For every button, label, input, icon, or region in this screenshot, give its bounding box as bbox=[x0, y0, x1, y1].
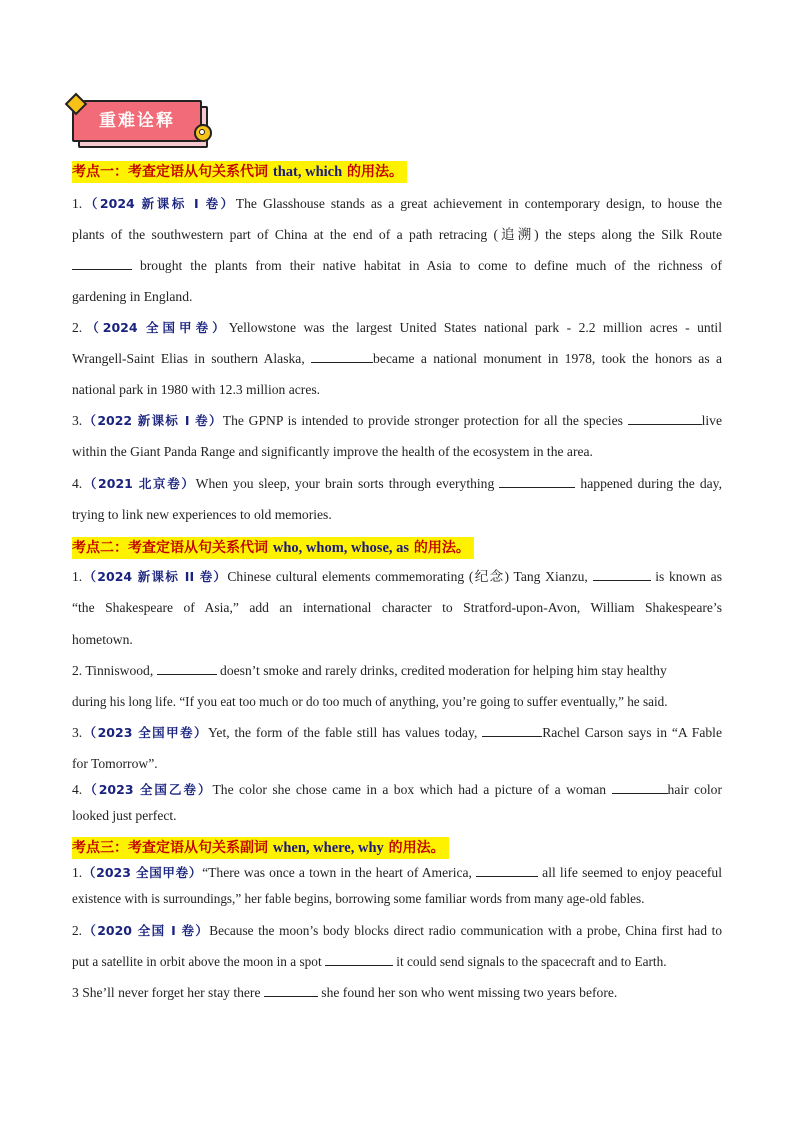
text-span: gardening in England. bbox=[72, 289, 193, 304]
section-title-en: who, whom, whose, as bbox=[272, 540, 410, 556]
text-span: The color she chose came in a box which had a picture of a woman bbox=[212, 782, 612, 797]
source-label: （2023 全国甲卷） bbox=[82, 865, 203, 880]
text-span: hometown. bbox=[72, 632, 133, 647]
answer-blank[interactable] bbox=[157, 661, 217, 675]
question-line bbox=[72, 287, 722, 307]
question-line bbox=[72, 863, 722, 883]
question-line bbox=[72, 661, 692, 681]
source-label: （2024 新课标 II 卷） bbox=[82, 569, 228, 584]
section-title-1 bbox=[72, 161, 407, 183]
section-badge bbox=[68, 96, 216, 152]
question-line bbox=[72, 411, 722, 431]
text-span: The Glasshouse stands as a great achievement in contemporary design, to house the bbox=[235, 196, 722, 211]
answer-blank[interactable] bbox=[264, 983, 318, 997]
section-title-en: when, where, why bbox=[272, 840, 384, 856]
source-label: （2020 全国 I 卷） bbox=[81, 923, 210, 938]
question-line bbox=[72, 692, 722, 712]
question-line bbox=[72, 921, 722, 941]
text-span: Wrangell-Saint Elias in southern Alaska, bbox=[72, 351, 312, 366]
text-span: existence with is surroundings,” her fable begins, borrowing some familiar words from many age-old fables. bbox=[72, 891, 645, 906]
answer-blank[interactable] bbox=[593, 567, 651, 581]
question-line bbox=[72, 256, 722, 276]
question-line bbox=[72, 505, 722, 525]
question-line bbox=[72, 630, 722, 650]
answer-blank[interactable] bbox=[72, 256, 132, 270]
answer-blank[interactable] bbox=[628, 411, 702, 425]
text-span: for Tomorrow”. bbox=[72, 756, 158, 771]
question-line bbox=[72, 194, 722, 214]
question-line bbox=[72, 723, 722, 743]
text-span: became a national monument in 1978, took the honors as a bbox=[373, 351, 722, 366]
section-title-3 bbox=[72, 837, 449, 859]
source-label: （2021 北京卷） bbox=[82, 476, 196, 491]
badge-label: 重难诠释 bbox=[72, 100, 202, 142]
text-span: 2. bbox=[72, 923, 82, 938]
answer-blank[interactable] bbox=[325, 952, 393, 966]
text-span: all life seemed to enjoy peaceful bbox=[538, 865, 722, 880]
text-span: 4. bbox=[72, 782, 83, 797]
text-span: Yet, the form of the fable still has values today, bbox=[207, 725, 483, 740]
section-title-suffix: 的用法。 bbox=[409, 540, 470, 556]
text-span: 3. bbox=[72, 413, 83, 428]
text-span: plants of the southwestern part of China at the end of a path retracing (追溯) the steps along the Silk Route bbox=[72, 227, 722, 242]
question-line bbox=[72, 598, 722, 618]
question-line bbox=[72, 983, 722, 1003]
question-line bbox=[72, 889, 722, 909]
text-span: live bbox=[701, 413, 722, 428]
text-span: doesn’t smoke and rarely drinks, credited moderation for helping him stay healthy bbox=[216, 663, 667, 678]
text-span: put a satellite in orbit above the moon in a spot bbox=[72, 954, 325, 969]
text-span: She’ll never forget her stay there bbox=[82, 985, 264, 1000]
text-span: is known as bbox=[650, 569, 722, 584]
text-span: it could send signals to the spacecraft and to Earth. bbox=[392, 954, 667, 969]
text-span: 2. bbox=[72, 663, 83, 678]
section-title-cn: 考点三：考查定语从句关系副词 bbox=[72, 840, 273, 856]
question-line bbox=[72, 474, 722, 494]
section-title-cn: 考点一：考查定语从句关系代词 bbox=[72, 164, 273, 180]
question-line bbox=[72, 225, 722, 245]
source-label: （2023 全国甲卷） bbox=[82, 725, 208, 740]
text-span: Because the moon’s body blocks direct radio communication with a probe, China first had to bbox=[209, 923, 723, 938]
section-title-2 bbox=[72, 537, 474, 559]
question-line bbox=[72, 754, 722, 774]
text-span: she found her son who went missing two years before. bbox=[317, 985, 618, 1000]
source-label: （2024 全国甲卷） bbox=[82, 320, 229, 335]
text-span: hair color bbox=[667, 782, 722, 797]
question-line bbox=[72, 318, 722, 338]
text-span: When you sleep, your brain sorts through everything bbox=[195, 476, 500, 491]
text-span: 3. bbox=[72, 725, 83, 740]
question-line bbox=[72, 380, 722, 400]
answer-blank[interactable] bbox=[311, 349, 373, 363]
text-span: within the Giant Panda Range and significantly improve the health of the ecosystem in the area. bbox=[72, 444, 593, 459]
ring-icon bbox=[194, 124, 212, 142]
text-span: “the Shakespeare of Asia,” add an international character to Stratford-upon-Avon, William Shakespeare’s bbox=[72, 600, 722, 615]
text-span: looked just perfect. bbox=[72, 808, 177, 823]
section-title-en: that, which bbox=[272, 164, 343, 180]
text-span: brought the plants from their native habitat in Asia to come to define much of the richness of bbox=[132, 258, 722, 273]
text-span: 1. bbox=[72, 865, 83, 880]
text-span: Chinese cultural elements commemorating (纪念) Tang Xianzu, bbox=[227, 569, 593, 584]
section-title-suffix: 的用法。 bbox=[342, 164, 404, 180]
answer-blank[interactable] bbox=[612, 780, 668, 794]
text-span: 3 bbox=[72, 985, 79, 1000]
source-label: （2022 新课标 I 卷） bbox=[82, 413, 223, 428]
answer-blank[interactable] bbox=[499, 474, 575, 488]
text-span: The GPNP is intended to provide stronger protection for all the species bbox=[222, 413, 628, 428]
text-span: Tinniswood, bbox=[85, 663, 157, 678]
source-label: （2023 全国乙卷） bbox=[82, 782, 213, 797]
answer-blank[interactable] bbox=[482, 723, 542, 737]
text-span: happened during the day, bbox=[575, 476, 722, 491]
text-span: 4. bbox=[72, 476, 83, 491]
question-line bbox=[72, 952, 722, 972]
text-span: 1. bbox=[72, 569, 83, 584]
text-span: Rachel Carson says in “A Fable bbox=[542, 725, 722, 740]
text-span: 1. bbox=[72, 196, 83, 211]
text-span: “There was once a town in the heart of America, bbox=[202, 865, 477, 880]
text-span: Yellowstone was the largest United States national park - 2.2 million acres - until bbox=[228, 320, 722, 335]
question-line bbox=[72, 349, 722, 369]
section-title-suffix: 的用法。 bbox=[383, 840, 445, 856]
source-label: （2024 新课标 I 卷） bbox=[82, 196, 236, 211]
text-span: trying to link new experiences to old memories. bbox=[72, 507, 332, 522]
question-line bbox=[72, 442, 722, 462]
question-line bbox=[72, 780, 722, 800]
question-line bbox=[72, 806, 722, 826]
answer-blank[interactable] bbox=[476, 863, 538, 877]
text-span: national park in 1980 with 12.3 million acres. bbox=[72, 382, 321, 397]
text-span: during his long life. “If you eat too much or do too much of anything, you’re going to suffer eventually,” he said. bbox=[72, 694, 668, 709]
text-span: 2. bbox=[72, 320, 83, 335]
section-title-cn: 考点二：考查定语从句关系代词 bbox=[72, 540, 273, 556]
question-line bbox=[72, 567, 722, 587]
